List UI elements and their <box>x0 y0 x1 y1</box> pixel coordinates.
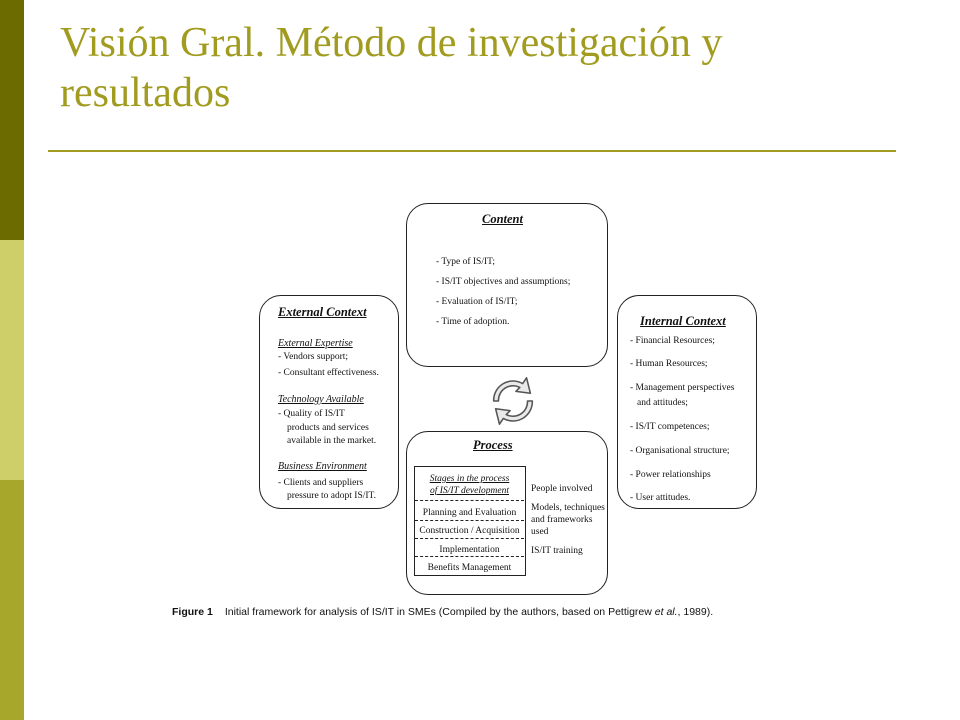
technology-line: products and services <box>287 423 369 433</box>
internal-item: - IS/IT competences; <box>630 422 710 432</box>
content-header: Content <box>482 212 523 226</box>
slide-title-line1: Visión Gral. Método de investigación y <box>60 20 723 66</box>
process-right-item: used <box>531 527 549 537</box>
internal-item: - Financial Resources; <box>630 336 715 346</box>
internal-item: - User attitudes. <box>630 493 691 503</box>
sidebar-segment-light <box>0 240 24 480</box>
stage-item: Implementation <box>439 545 500 555</box>
internal-context-header: Internal Context <box>640 314 726 328</box>
technology-available-title: Technology Available <box>278 394 364 405</box>
stage-divider <box>415 500 524 501</box>
process-right-item: IS/IT training <box>531 546 583 556</box>
circular-arrows-icon <box>484 372 542 430</box>
sidebar-segment-dark <box>0 0 24 240</box>
process-right-item: Models, techniques <box>531 503 605 513</box>
stages-table <box>414 466 526 576</box>
stage-divider <box>415 520 524 521</box>
stages-title-line1: Stages in the process <box>429 474 510 484</box>
external-expertise-title: External Expertise <box>278 338 353 349</box>
internal-item: - Management perspectives <box>630 383 735 393</box>
internal-item: and attitudes; <box>637 398 688 408</box>
stages-title-line2: of IS/IT development <box>430 486 509 496</box>
process-right-item: and frameworks <box>531 515 593 525</box>
caption-text: Initial framework for analysis of IS/IT in SMEs (Compiled by the authors, based on Pettigrew <box>224 606 655 618</box>
internal-item: - Power relationships <box>630 470 711 480</box>
slide-title-line2: resultados <box>60 70 231 116</box>
external-expertise-item: - Consultant effectiveness. <box>278 368 379 378</box>
content-item: - IS/IT objectives and assumptions; <box>436 277 571 287</box>
process-header: Process <box>473 438 513 452</box>
stage-divider <box>415 538 524 539</box>
stage-item: Benefits Management <box>427 563 512 573</box>
external-context-header: External Context <box>278 305 367 319</box>
stages-title <box>415 473 524 497</box>
internal-item: - Organisational structure; <box>630 446 730 456</box>
process-right-item: People involved <box>531 484 593 494</box>
figure-caption <box>172 606 713 618</box>
internal-item: - Human Resources; <box>630 359 708 369</box>
content-item: - Evaluation of IS/IT; <box>436 297 518 307</box>
caption-end: , 1989). <box>677 606 714 618</box>
content-item: - Type of IS/IT; <box>436 257 496 267</box>
business-line: - Clients and suppliers <box>278 478 364 488</box>
external-expertise-item: - Vendors support; <box>278 352 349 362</box>
caption-italic: et al. <box>654 606 678 618</box>
technology-line: available in the market. <box>287 436 377 446</box>
caption-label: Figure 1 <box>172 606 213 618</box>
title-underline <box>48 150 896 152</box>
sidebar-stripe <box>0 0 24 720</box>
business-line: pressure to adopt IS/IT. <box>287 491 376 501</box>
stage-item: Planning and Evaluation <box>422 508 517 518</box>
stage-divider <box>415 556 524 557</box>
content-item: - Time of adoption. <box>436 317 510 327</box>
slide-title <box>60 18 920 118</box>
sidebar-segment-mid <box>0 480 24 720</box>
technology-line: - Quality of IS/IT <box>278 409 345 419</box>
stage-item: Construction / Acquisition <box>419 526 520 536</box>
business-environment-title: Business Environment <box>278 461 367 472</box>
